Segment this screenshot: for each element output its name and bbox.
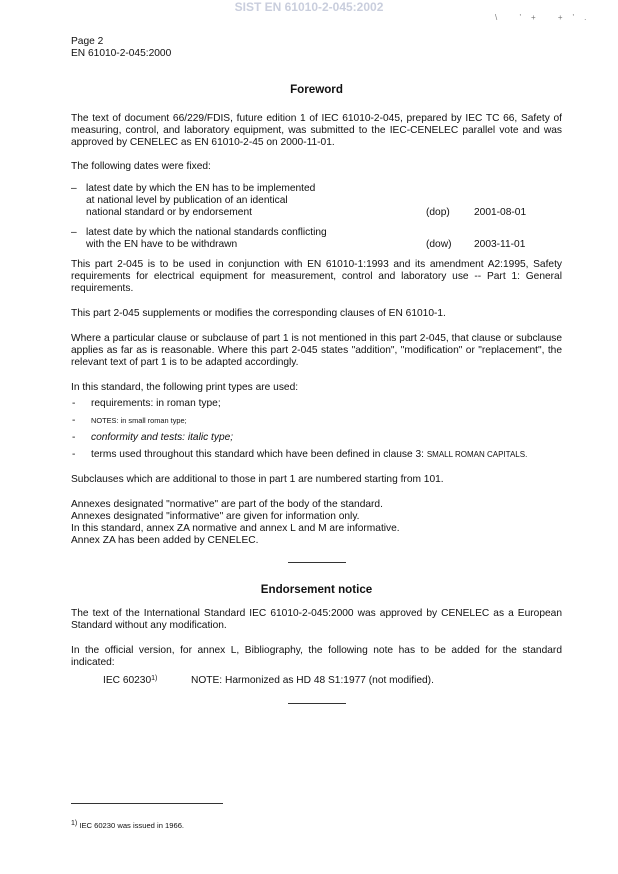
annex-line: In this standard, annex ZA normative and annex L and M are informative. [71, 523, 400, 534]
reference-note: NOTE: Harmonized as HD 48 S1:1977 (not modified). [191, 675, 434, 686]
date-item-line: latest date by which the EN has to be implemented [86, 183, 316, 194]
date-item-dow [71, 227, 562, 251]
print-type-notes: NOTES: in small roman type; [91, 416, 187, 425]
date-code: (dow) [426, 239, 452, 250]
para-clauses: Where a particular clause or subclause of part 1 is not mentioned in this part 2-045, that clause or subclause applies as far as is reasonable. Where this part 2-045 states "addition", "modification" or "replacement", the relevant text of part 1 is to be adapted accordingly. [71, 333, 562, 368]
reference-line [103, 675, 562, 687]
endorsement-title: Endorsement notice [260, 583, 373, 596]
watermark: SIST EN 61010-2-045:2002 [234, 0, 384, 14]
foreword-title: Foreword [290, 83, 343, 96]
print-intro: In this standard, the following print types are used: [71, 382, 299, 393]
bullet-marker: - [72, 415, 76, 426]
annex-line: Annexes designated "informative" are given for information only. [71, 511, 360, 522]
para-supplements: This part 2-045 supplements or modifies the corresponding clauses of EN 61010-1. [71, 308, 446, 319]
reference-standard: IEC 60230 [103, 675, 152, 686]
footnote-rule [71, 803, 223, 804]
page-header [71, 36, 171, 60]
print-type-item [71, 449, 562, 461]
para-approved: The text of the International Standard IEC 61010-2-045:2000 was approved by CENELEC as a European Standard without any modification. [71, 608, 562, 631]
print-type-item [71, 432, 562, 444]
print-type-item [71, 415, 562, 427]
bullet-marker: - [72, 398, 76, 409]
footnote-marker: 1) [71, 820, 78, 827]
date-item-line: latest date by which the national standards conflicting [86, 227, 327, 238]
print-type-terms: terms used throughout this standard which have been defined in clause 3: [91, 449, 427, 460]
dash-marker: – [71, 227, 77, 238]
page-body [71, 83, 562, 704]
print-type-conformity: conformity and tests: italic type; [91, 432, 234, 443]
date-item-dop [71, 183, 562, 219]
print-type-requirements: requirements: in roman type; [91, 398, 221, 409]
date-code: (dop) [426, 207, 450, 218]
date-value: 2003-11-01 [474, 239, 526, 250]
foreword-intro: The text of document 66/229/FDIS, future edition 1 of IEC 61010-2-045, prepared by IEC TC 66, Safety of measuring, control, and laboratory equipment, was submitted to the IEC-CENELEC parallel vote and was approved by CENELEC as EN 61010-2-45 on 2000-11-01. [71, 113, 562, 148]
dates-intro: The following dates were fixed: [71, 161, 211, 172]
para-official: In the official version, for annex L, Bibliography, the following note has to be added for the standard indicated: [71, 645, 562, 668]
scan-marks: \ '+ +'. [495, 13, 597, 22]
date-value: 2001-08-01 [474, 207, 527, 218]
date-item-line: national standard or by endorsement [86, 207, 252, 218]
footnote-text: IEC 60230 was issued in 1966. [77, 821, 185, 830]
dash-marker: – [71, 183, 77, 194]
bullet-marker: - [72, 432, 76, 443]
para-subclauses: Subclauses which are additional to those in part 1 are numbered starting from 101. [71, 474, 444, 485]
date-item-line: at national level by publication of an identical [86, 195, 288, 206]
annex-line: Annexes designated "normative" are part of the body of the standard. [71, 499, 383, 510]
date-item-line: with the EN have to be withdrawn [86, 239, 238, 250]
print-type-terms-caps: SMALL ROMAN CAPITALS. [426, 450, 528, 459]
bullet-marker: - [72, 449, 76, 460]
section-divider [288, 703, 346, 704]
para-use: This part 2-045 is to be used in conjunction with EN 61010-1:1993 and its amendment A2:1995, Safety requirements for electrical equipment for measurement, control and laboratory use -- Part 1: General requirements. [71, 259, 562, 294]
annex-block [71, 499, 562, 547]
page-number: Page 2 [71, 36, 104, 47]
footnote [71, 821, 184, 831]
document-id: EN 61010-2-045:2000 [71, 48, 172, 59]
print-type-item [71, 398, 562, 410]
footnote-marker: 1) [151, 675, 158, 682]
annex-line: Annex ZA has been added by CENELEC. [71, 535, 259, 546]
